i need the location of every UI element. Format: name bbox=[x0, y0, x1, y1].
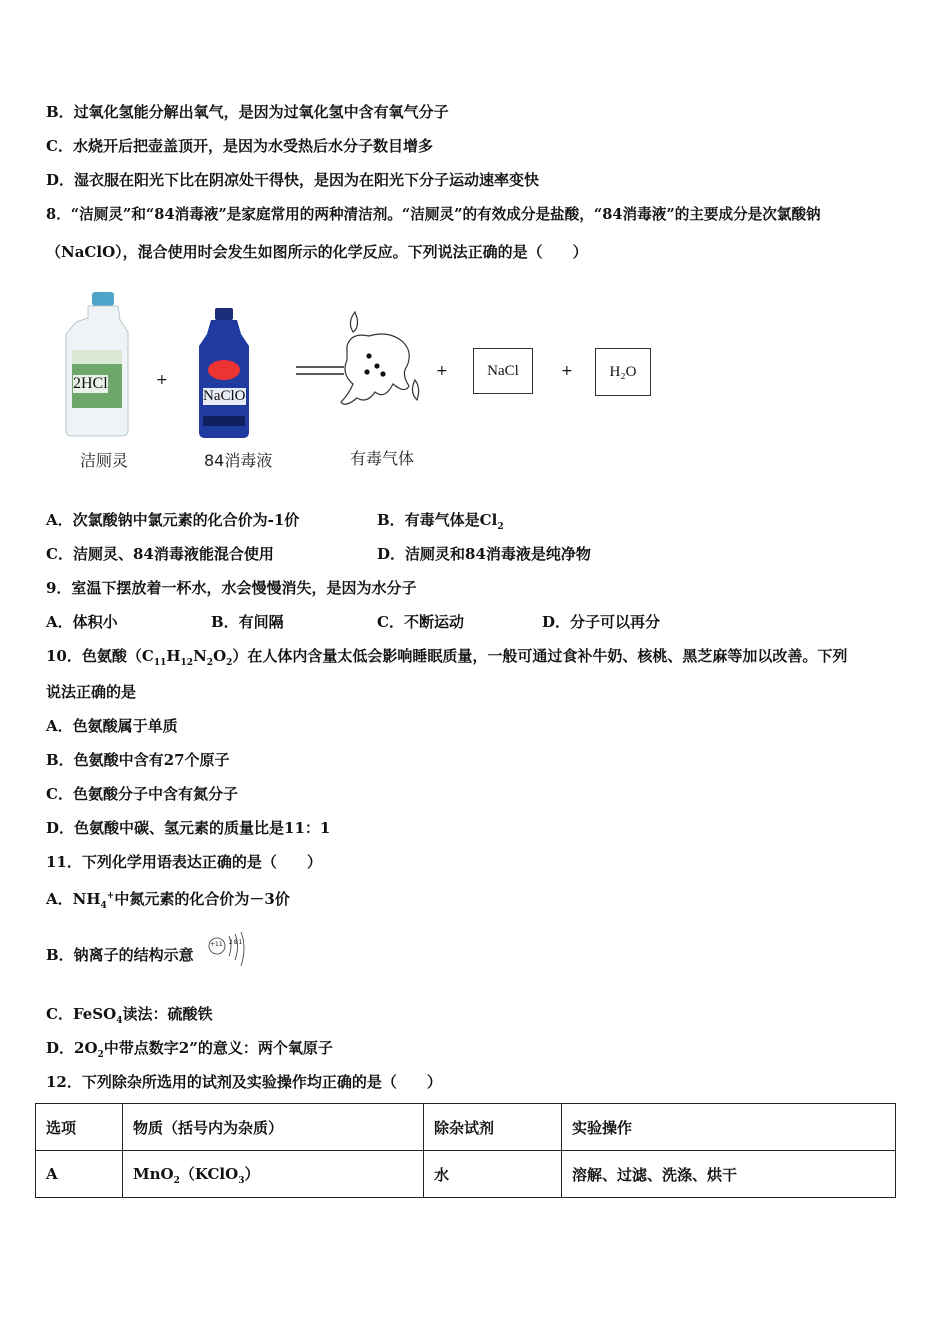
q10-option-c: C．色氨酸分子中含有氮分子 bbox=[46, 785, 238, 803]
q8-option-b bbox=[377, 510, 504, 537]
substance-text: （KClO bbox=[179, 1164, 239, 1183]
q10-stem-post: ）在人体内含量太低会影响睡眠质量，一般可通过食补牛奶、核桃、黑芝麻等加以改善。下列 bbox=[232, 647, 848, 665]
q10-stem-line1 bbox=[46, 646, 847, 673]
table-header-cell: 选项 bbox=[36, 1104, 123, 1151]
subscript: 3 bbox=[238, 1175, 245, 1186]
q7-option-d: D．湿衣服在阳光下比在阴凉处干得快，是因为在阳光下分子运动速率变快 bbox=[46, 171, 540, 189]
q10-option-a: A．色氨酸属于单质 bbox=[46, 717, 178, 735]
table-cell-option: A bbox=[36, 1151, 123, 1198]
plus-sign-1: + bbox=[156, 372, 168, 388]
q11-option-c bbox=[46, 1004, 213, 1031]
table-header-cell: 物质（括号内为杂质） bbox=[123, 1104, 424, 1151]
q8-stem-line1: 8．“洁厕灵”和“84消毒液”是家庭常用的两种清洁剂。“洁厕灵”的有效成分是盐酸，“84消毒液”的主要成分是次氯酸钠 bbox=[46, 206, 821, 223]
bottle2-formula: NaClO bbox=[203, 388, 246, 404]
subscript: 4 bbox=[100, 901, 107, 911]
q10-stem-line2: 说法正确的是 bbox=[46, 683, 137, 701]
table-header-row bbox=[36, 1104, 896, 1151]
q11-option-a-post: 中氮元素的化合价为－3价 bbox=[114, 890, 290, 908]
subscript: 4 bbox=[116, 1016, 123, 1026]
subscript: 12 bbox=[180, 658, 194, 668]
substance-text: ） bbox=[244, 1164, 260, 1183]
q9-option-b: B．有间隔 bbox=[211, 613, 284, 631]
q11-option-d-post: 中带点数字2”的意义：两个氧原子 bbox=[103, 1039, 333, 1057]
table-cell-reagent: 水 bbox=[424, 1151, 562, 1198]
element-symbol: O bbox=[213, 647, 227, 665]
q9-option-c: C．不断运动 bbox=[377, 613, 464, 631]
bottle1-formula: 2HCl bbox=[73, 375, 108, 392]
element-symbol: N bbox=[193, 647, 207, 665]
superscript: + bbox=[106, 891, 115, 901]
q10-stem-pre: 10．色氨酸（C bbox=[46, 647, 154, 665]
substance-text: MnO bbox=[133, 1164, 174, 1183]
element-symbol: H bbox=[166, 647, 181, 665]
subscript: 2 bbox=[97, 1050, 104, 1060]
sodium-atom-structure-icon bbox=[207, 932, 251, 972]
table-cell-substance bbox=[123, 1151, 424, 1198]
q9-stem: 9．室温下摆放着一杯水，水会慢慢消失，是因为水分子 bbox=[46, 579, 417, 597]
q8-option-b-text: B．有毒气体是Cl bbox=[377, 511, 498, 529]
product-nacl-box: NaCl bbox=[473, 348, 533, 394]
q8-option-c: C．洁厕灵、84消毒液能混合使用 bbox=[46, 545, 274, 563]
reaction-figure bbox=[0, 280, 950, 480]
plus-sign-3: + bbox=[561, 363, 573, 379]
toilet-cleaner-bottle-icon bbox=[62, 292, 132, 437]
bottle2-caption: 84消毒液 bbox=[204, 451, 273, 470]
q9-option-a: A．体积小 bbox=[46, 613, 118, 631]
subscript: 2 bbox=[206, 658, 214, 668]
q11-option-c-pre: C．FeSO bbox=[46, 1005, 117, 1023]
q11-option-b: B．钠离子的结构示意 bbox=[46, 946, 194, 964]
table-header-cell: 除杂试剂 bbox=[424, 1104, 562, 1151]
q11-option-c-post: 读法：硫酸铁 bbox=[122, 1005, 213, 1023]
gas-caption: 有毒气体 bbox=[350, 449, 415, 468]
q11-option-a bbox=[46, 886, 290, 916]
table-header-cell: 实验操作 bbox=[562, 1104, 896, 1151]
q7-option-c: C．水烧开后把壶盖顶开，是因为水受热后水分子数目增多 bbox=[46, 137, 433, 155]
q9-option-d: D．分子可以再分 bbox=[542, 613, 661, 631]
q8-option-d: D．洁厕灵和84消毒液是纯净物 bbox=[377, 545, 591, 563]
q10-option-d: D．色氨酸中碳、氢元素的质量比是11：1 bbox=[46, 819, 331, 837]
q11-option-d bbox=[46, 1038, 333, 1065]
toxic-gas-icon bbox=[337, 308, 427, 413]
q8-option-a: A．次氯酸钠中氯元素的化合价为-1价 bbox=[46, 511, 300, 529]
q11-option-d-pre: D．2O bbox=[46, 1039, 98, 1057]
q10-option-b: B．色氨酸中含有27个原子 bbox=[46, 751, 230, 769]
sodium-nucleus-label: +11 bbox=[210, 941, 223, 948]
q7-option-b: B．过氧化氢能分解出氧气，是因为过氧化氢中含有氧气分子 bbox=[46, 103, 449, 121]
q12-stem: 12．下列除杂所选用的试剂及实验操作均正确的是（ ） bbox=[46, 1073, 442, 1091]
impurity-removal-table bbox=[35, 1103, 896, 1198]
q8-stem-line2: （NaClO），混合使用时会发生如图所示的化学反应。下列说法正确的是（ ） bbox=[46, 243, 588, 261]
table-cell-operation: 溶解、过滤、洗涤、烘干 bbox=[562, 1151, 896, 1198]
subscript: 11 bbox=[153, 658, 167, 668]
subscript: 2 bbox=[226, 658, 233, 668]
subscript: 2 bbox=[173, 1175, 180, 1186]
table-row bbox=[36, 1151, 896, 1198]
sodium-shell-electrons: 2 8 1 bbox=[229, 939, 242, 946]
bottle1-caption: 洁厕灵 bbox=[80, 451, 129, 470]
bleach-bottle-icon bbox=[197, 308, 251, 438]
q11-stem: 11．下列化学用语表达正确的是（ ） bbox=[46, 853, 322, 871]
q11-option-a-pre: A．NH bbox=[46, 890, 101, 908]
product-h2o-box: H₂O bbox=[595, 348, 651, 396]
plus-sign-2: + bbox=[436, 363, 448, 379]
subscript: 2 bbox=[497, 522, 504, 532]
